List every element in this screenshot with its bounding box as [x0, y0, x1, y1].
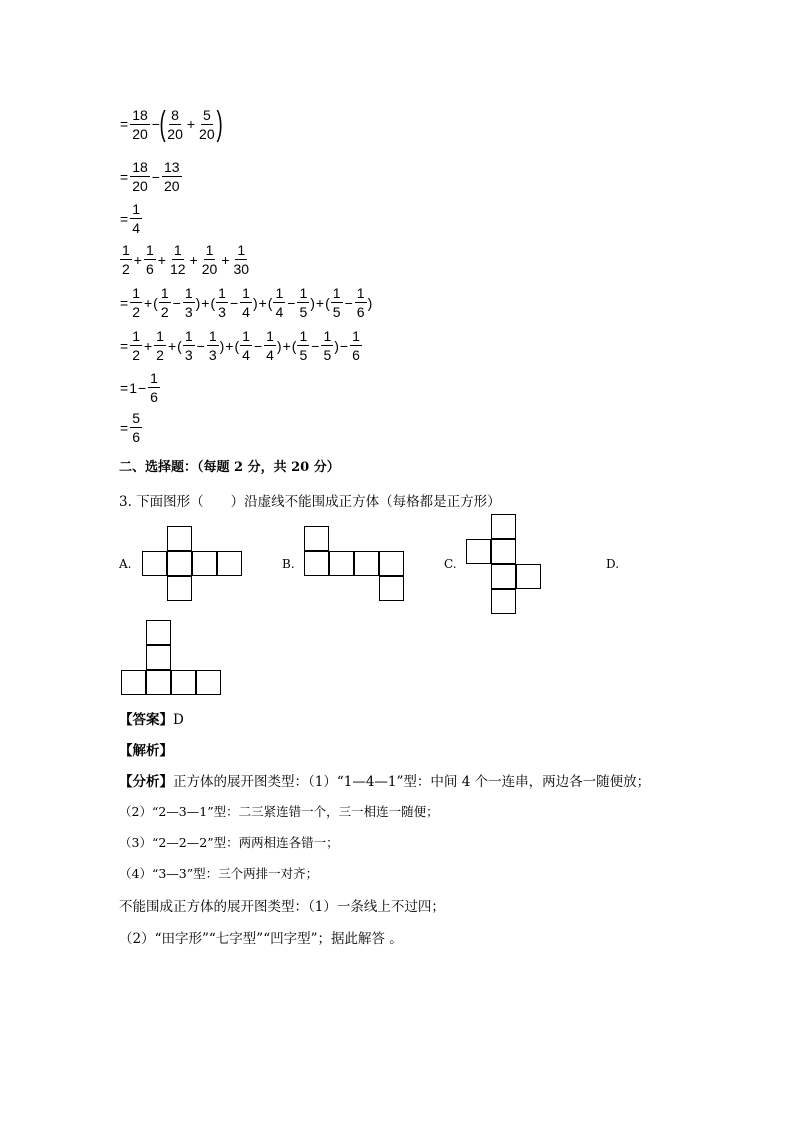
plus-sign: + [133, 251, 142, 268]
analysis-paragraph-3: （3）“2—2—2”型：两两相连各错一； [119, 835, 339, 850]
math-line-1 [119, 107, 221, 141]
plus-sign: + [221, 251, 230, 268]
equals-sign: = [120, 419, 129, 436]
math-line-2 [119, 160, 183, 193]
minus-sign: − [287, 294, 296, 311]
close-paren: ) [252, 294, 258, 311]
equals-sign: = [120, 210, 129, 227]
net-cell [516, 564, 541, 589]
net-cell [491, 514, 516, 539]
minus-sign: − [339, 337, 349, 354]
analysis-text: 正方体的展开图类型：（1）“1—4—1”型：中间 4 个一连串，两边各一随便放； [173, 774, 651, 790]
plus-sign: + [282, 337, 291, 354]
number-one: 1 [129, 379, 137, 396]
minus-sign: − [151, 116, 160, 132]
fraction: $\frac{1}{4}$ [266, 328, 274, 363]
plus-sign: + [186, 116, 196, 132]
analysis-paragraph-6: （2）“田字形”“七字型”“凹字型”；据此解答 。 [119, 931, 403, 947]
equals-sign: = [120, 379, 129, 396]
analysis-paragraph-4: （4）“3—3”型：三个两排一对齐； [119, 866, 319, 881]
close-paren: ) [195, 294, 201, 311]
net-cell [329, 551, 354, 576]
fraction: $\frac{1}{5}$ [323, 328, 332, 363]
close-paren: ) [310, 294, 315, 311]
plus-sign: + [143, 337, 153, 354]
math-line-8 [119, 411, 143, 444]
plus-sign: + [167, 337, 177, 354]
net-cell [146, 645, 171, 670]
net-cell [379, 576, 404, 601]
net-cell [491, 564, 516, 589]
fraction: $\frac{1}{5}$ [299, 328, 308, 363]
net-cell [491, 589, 516, 614]
plus-sign: + [258, 294, 267, 311]
fraction: $\frac{1}{3}$ [208, 328, 217, 363]
open-paren: ( [153, 294, 158, 311]
fraction: $\frac{1}{20}$ [201, 242, 218, 277]
fraction: $\frac{1}{6}$ [150, 370, 158, 405]
minus-sign: − [151, 168, 160, 185]
equals-sign: = [120, 116, 129, 132]
net-cell [304, 526, 329, 551]
minus-sign: − [137, 379, 147, 396]
open-paren-icon: ( [159, 105, 166, 143]
option-c-label: C. [444, 557, 457, 571]
fraction: $\frac{1}{4}$ [132, 201, 140, 236]
fraction: $\frac{1}{6}$ [145, 242, 154, 277]
plus-sign: + [157, 251, 166, 268]
fraction: $\frac{1}{2}$ [160, 285, 169, 320]
net-cell [491, 539, 516, 564]
math-line-5 [119, 286, 372, 319]
close-paren-icon: ) [216, 105, 223, 143]
option-b-label: B. [282, 557, 295, 571]
plus-sign: + [201, 294, 210, 311]
close-paren: ) [367, 294, 373, 311]
analysis-paragraph-2: （2）“2—3—1”型：二三紧连错一个，三一相连一随便； [119, 804, 439, 819]
open-paren: ( [291, 337, 297, 354]
fraction: $\frac{5}{6}$ [132, 410, 140, 445]
open-paren: ( [210, 294, 216, 311]
section-title: 二、选择题：（每题 2 分，共 20 分） [119, 460, 340, 475]
fraction: $\frac{1}{5}$ [299, 285, 308, 320]
analysis-paragraph-1 [119, 770, 650, 790]
close-paren: ) [219, 337, 225, 354]
fraction: $\frac{1}{3}$ [184, 328, 193, 363]
close-paren: ) [276, 337, 282, 354]
open-paren: ( [325, 294, 330, 311]
question-text: 3. 下面图形（ ）沿虚线不能围成正方体（每格都是正方形） [119, 494, 501, 510]
fraction: $\frac{1}{2}$ [156, 328, 164, 363]
minus-sign: − [229, 294, 239, 311]
fraction: $\frac{1}{12}$ [169, 242, 186, 277]
fraction: $\frac{1}{6}$ [352, 328, 360, 363]
fraction: $\frac{1}{6}$ [356, 285, 365, 320]
answer-value: D [173, 712, 184, 728]
fraction: $\frac{1}{4}$ [242, 285, 250, 320]
equals-sign: = [120, 337, 129, 354]
math-line-3 [119, 202, 143, 235]
fraction: $\frac{1}{3}$ [184, 285, 193, 320]
net-cell [192, 551, 217, 576]
net-cell [121, 670, 146, 695]
close-paren: ) [334, 337, 339, 354]
minus-sign: − [311, 337, 320, 354]
net-cell [196, 670, 221, 695]
plus-sign: + [143, 294, 153, 311]
minus-sign: − [344, 294, 353, 311]
net-cell [217, 551, 242, 576]
open-paren: ( [267, 294, 273, 311]
minus-sign: − [172, 294, 181, 311]
answer-line [119, 708, 184, 728]
equals-sign: = [120, 294, 129, 311]
answer-label: 【答案】 [119, 712, 173, 728]
math-line-4 [119, 243, 252, 276]
fenxi-label: 【分析】 [119, 774, 173, 790]
fraction: $\frac{1}{30}$ [233, 242, 250, 277]
analysis-paragraph-5: 不能围成正方体的展开图类型：（1）一条线上不过四； [119, 899, 445, 915]
net-cell [146, 620, 171, 645]
minus-sign: − [196, 337, 205, 354]
fraction: $\frac{1}{2}$ [122, 242, 130, 277]
plus-sign: + [315, 294, 325, 311]
net-cell [354, 551, 379, 576]
minus-sign: − [253, 337, 263, 354]
analysis-label: 【解析】 [119, 743, 173, 759]
net-cell [379, 551, 404, 576]
math-line-6 [119, 329, 363, 362]
net-cell [466, 539, 491, 564]
option-d-label: D. [606, 557, 620, 571]
fraction: $\frac{5}{20}$ [199, 106, 215, 142]
equals-sign: = [120, 168, 129, 185]
plus-sign: + [225, 337, 234, 354]
fraction: $\frac{1}{4}$ [242, 328, 250, 363]
open-paren: ( [234, 337, 240, 354]
net-cell [167, 551, 192, 576]
math-line-7 [119, 371, 161, 404]
net-cell [167, 576, 192, 601]
option-a-label: A. [119, 557, 132, 571]
net-cell [171, 670, 196, 695]
net-cell [142, 551, 167, 576]
fraction: $\frac{1}{3}$ [218, 285, 226, 320]
net-cell [146, 670, 171, 695]
open-paren: ( [177, 337, 182, 354]
fraction: $\frac{13}{20}$ [163, 159, 180, 194]
net-cell [167, 526, 192, 551]
fraction: $\frac{8}{20}$ [167, 106, 183, 142]
net-cell [304, 551, 329, 576]
fraction: $\frac{18}{20}$ [132, 159, 148, 194]
fraction: $\frac{1}{2}$ [132, 285, 140, 320]
fraction: $\frac{1}{2}$ [132, 328, 140, 363]
fraction: $\frac{1}{5}$ [332, 285, 341, 320]
fraction: $\frac{1}{4}$ [275, 285, 284, 320]
plus-sign: + [189, 251, 198, 268]
fraction: $\frac{18}{20}$ [132, 106, 148, 142]
